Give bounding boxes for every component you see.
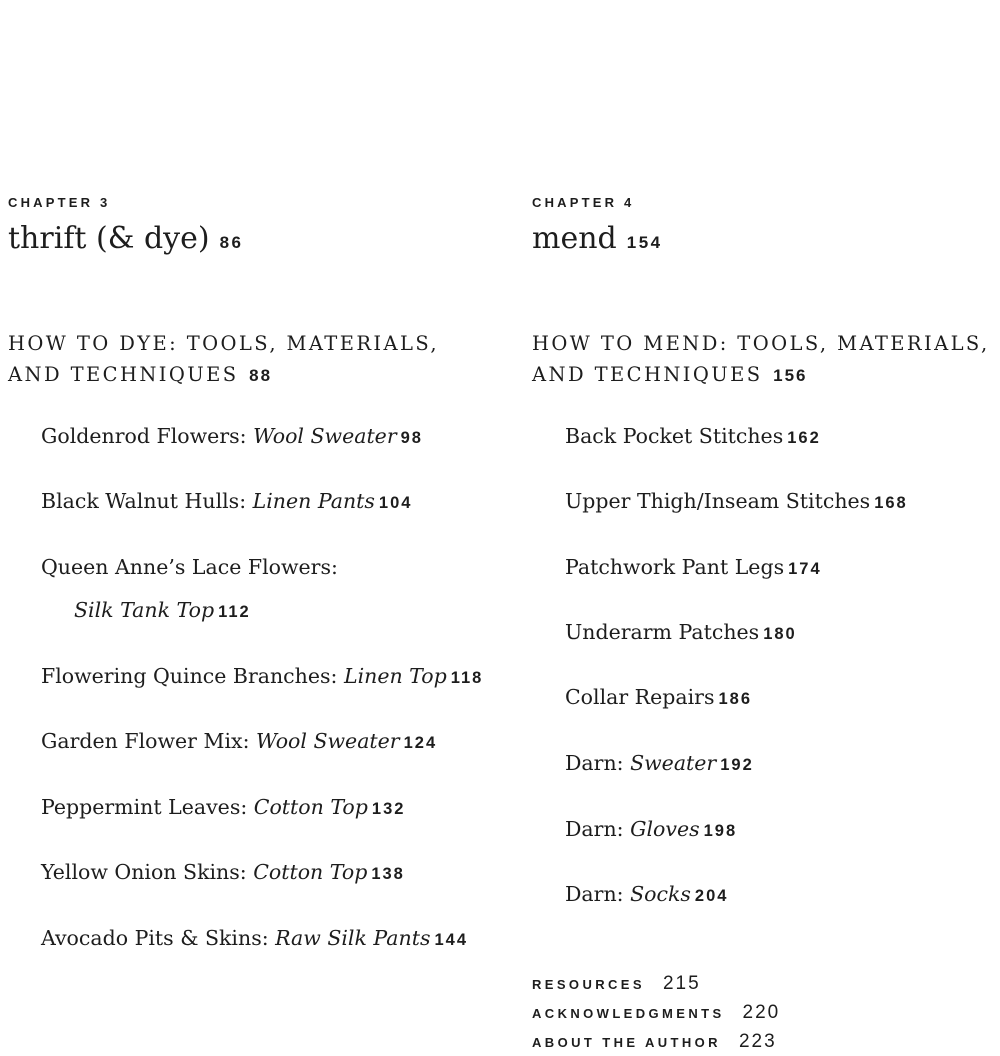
backmatter-page: 223 <box>738 1031 777 1052</box>
entry-page: 138 <box>371 865 405 883</box>
entry-subject: Raw Silk Pants <box>275 926 431 950</box>
backmatter-label: ACKNOWLEDGMENTS <box>532 1006 725 1021</box>
entry-title: Upper Thigh/Inseam Stitches <box>565 489 871 513</box>
toc-entry[interactable] <box>565 817 737 841</box>
entry-title: Flowering Quince Branches: <box>41 664 344 688</box>
entry-page: 162 <box>787 429 821 447</box>
toc-entry[interactable] <box>41 729 437 753</box>
toc-entry[interactable] <box>41 926 468 950</box>
entry-subject: Wool Sweater <box>256 729 400 753</box>
entry-page: 174 <box>788 560 822 578</box>
entry-page: 168 <box>874 494 908 512</box>
entry-title: Darn: <box>565 882 631 906</box>
toc-entry[interactable] <box>565 620 797 644</box>
toc-entry[interactable] <box>565 882 728 906</box>
entry-page: 124 <box>403 734 438 752</box>
entry-subject: Wool Sweater <box>253 424 397 448</box>
backmatter-about-author[interactable] <box>532 1031 777 1053</box>
dye-section-heading-line2: AND TECHNIQUES <box>8 363 239 386</box>
entry-page: 112 <box>218 603 251 621</box>
entry-page: 192 <box>720 756 754 774</box>
entry-page: 198 <box>703 822 738 840</box>
mend-section-heading-line2: AND TECHNIQUES <box>532 363 763 386</box>
entry-title: Yellow Onion Skins: <box>41 860 254 884</box>
entry-subject: Cotton Top <box>253 795 368 819</box>
toc-entry[interactable] <box>565 555 822 579</box>
toc-entry[interactable] <box>41 795 405 819</box>
backmatter-page: 220 <box>742 1002 781 1023</box>
toc-entry[interactable] <box>565 424 821 448</box>
chapter-4-label: CHAPTER 4 <box>532 195 635 210</box>
entry-subject: Linen Top <box>343 664 447 688</box>
entry-title: Back Pocket Stitches <box>565 424 784 448</box>
entry-subject: Silk Tank Top <box>74 598 215 622</box>
chapter-4-title-line[interactable] <box>532 221 663 256</box>
toc-entry[interactable] <box>565 489 908 513</box>
mend-section-page: 156 <box>773 366 808 385</box>
entry-title: Garden Flower Mix: <box>41 729 257 753</box>
entry-page: 132 <box>371 800 406 818</box>
backmatter-resources[interactable] <box>532 973 701 995</box>
entry-subject: Cotton Top <box>253 860 368 884</box>
entry-page: 186 <box>718 690 752 708</box>
entry-title: Black Walnut Hulls: <box>41 489 253 513</box>
entry-page: 118 <box>450 669 484 687</box>
entry-title: Darn: <box>565 817 631 841</box>
entry-page: 180 <box>763 625 797 643</box>
toc-entry[interactable] <box>565 751 754 775</box>
entry-title: Queen Anne’s Lace Flowers: <box>41 555 338 579</box>
chapter-3-label: CHAPTER 3 <box>8 195 111 210</box>
entry-subject: Linen Pants <box>252 489 375 513</box>
entry-title: Collar Repairs <box>565 685 715 709</box>
toc-entry[interactable] <box>41 664 483 688</box>
toc-entry[interactable] <box>565 685 752 709</box>
toc-entry[interactable] <box>41 555 338 579</box>
mend-section-heading[interactable] <box>532 328 990 391</box>
chapter-3-title: thrift (& dye) <box>8 221 210 256</box>
backmatter-acknowledgments[interactable] <box>532 1002 780 1024</box>
backmatter-page: 215 <box>662 973 701 994</box>
dye-section-heading[interactable] <box>8 328 439 391</box>
entry-subject: Socks <box>630 882 691 906</box>
chapter-3-page: 86 <box>219 233 244 252</box>
entry-page: 144 <box>434 931 469 949</box>
toc-entry[interactable] <box>41 424 423 448</box>
entry-page: 104 <box>378 494 413 512</box>
chapter-4-page: 154 <box>626 233 663 252</box>
dye-section-page: 88 <box>249 366 273 385</box>
entry-title: Goldenrod Flowers: <box>41 424 254 448</box>
entry-title: Avocado Pits & Skins: <box>41 926 276 950</box>
toc-entry-continuation[interactable] <box>74 598 251 622</box>
entry-page: 204 <box>694 887 729 905</box>
dye-section-heading-line1: HOW TO DYE: TOOLS, MATERIALS, <box>8 332 440 355</box>
toc-entry[interactable] <box>41 489 412 513</box>
entry-subject: Sweater <box>630 751 717 775</box>
entry-title: Darn: <box>565 751 631 775</box>
chapter-4-title: mend <box>532 221 617 256</box>
entry-title: Peppermint Leaves: <box>41 795 254 819</box>
backmatter-label: RESOURCES <box>532 977 645 992</box>
backmatter-label: ABOUT THE AUTHOR <box>532 1035 721 1050</box>
mend-section-heading-line1: HOW TO MEND: TOOLS, MATERIALS, <box>532 332 990 355</box>
entry-title: Patchwork Pant Legs <box>565 555 785 579</box>
entry-page: 98 <box>400 429 423 447</box>
chapter-3-title-line[interactable] <box>8 221 243 256</box>
entry-subject: Gloves <box>630 817 700 841</box>
toc-entry[interactable] <box>41 860 405 884</box>
entry-title: Underarm Patches <box>565 620 760 644</box>
